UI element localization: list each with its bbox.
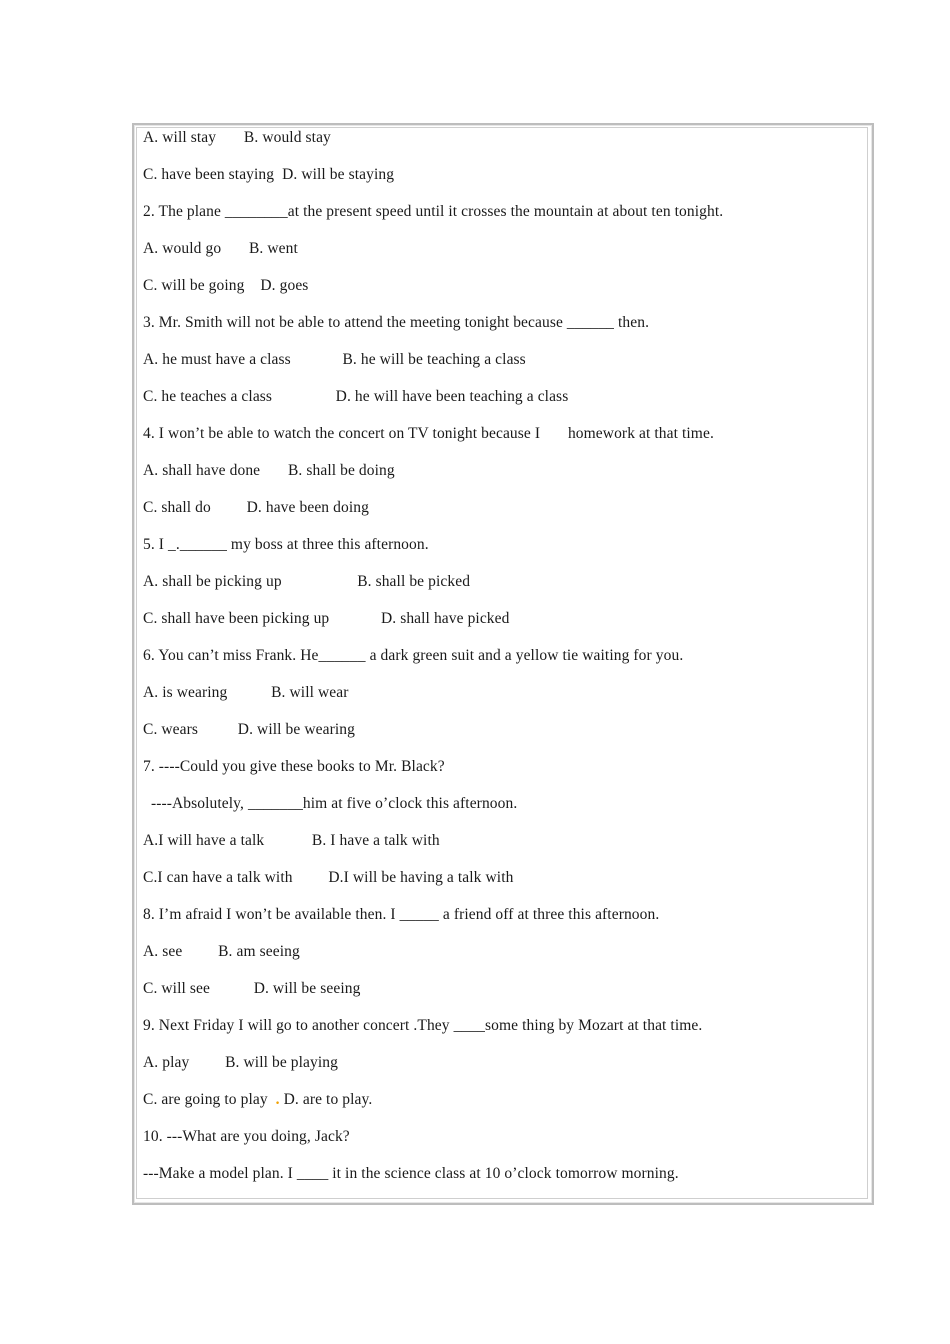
line-21: C.I can have a talk with D.I will be having a talk with: [143, 869, 514, 886]
line-27: [143, 1088, 863, 1125]
line-24: C. will see D. will be seeing: [143, 980, 361, 997]
question-6: 6. You can’t miss Frank. He______ a dark green suit and a yellow tie waiting for you.: [143, 647, 684, 664]
line-26: A. play B. will be playing: [143, 1054, 338, 1071]
question-9: 9. Next Friday I will go to another concert .They ____some thing by Mozart at that time.: [143, 1017, 703, 1034]
line-2: C. have been staying D. will be staying: [143, 166, 395, 183]
line-27-part-a: C. are going to play: [143, 1091, 276, 1108]
line-20: A.I will have a talk B. I have a talk with: [143, 832, 440, 849]
question-5: 5. I _.______ my boss at three this afternoon.: [143, 536, 429, 553]
line-1: A. will stay B. would stay: [143, 129, 331, 146]
line-19: ----Absolutely, _______him at five o’clock this afternoon.: [143, 795, 518, 812]
question-2: 2. The plane ________at the present speed until it crosses the mountain at about ten tonight.: [143, 203, 724, 220]
line-5: C. will be going D. goes: [143, 277, 309, 294]
line-10: A. shall have done B. shall be doing: [143, 462, 395, 479]
line-7: A. he must have a class B. he will be teaching a class: [143, 351, 526, 368]
orange-dot-mark: .: [275, 1091, 280, 1108]
line-27-part-b: D. are to play.: [279, 1091, 373, 1108]
line-23: A. see B. am seeing: [143, 943, 300, 960]
question-10: 10. ---What are you doing, Jack?: [143, 1128, 350, 1145]
line-16: A. is wearing B. will wear: [143, 684, 349, 701]
question-8: 8. I’m afraid I won’t be available then. I _____ a friend off at three this afternoon.: [143, 906, 660, 923]
line-11: C. shall do D. have been doing: [143, 499, 369, 516]
line-4: A. would go B. went: [143, 240, 298, 257]
line-17: C. wears D. will be wearing: [143, 721, 355, 738]
question-7: 7. ----Could you give these books to Mr. Black?: [143, 758, 445, 775]
question-4: 4. I won’t be able to watch the concert on TV tonight because I homework at that time.: [143, 425, 714, 442]
line-29: ---Make a model plan. I ____ it in the science class at 10 o’clock tomorrow morning.: [143, 1165, 679, 1182]
line-14: C. shall have been picking up D. shall have picked: [143, 610, 510, 627]
exercise-text: [143, 126, 863, 1199]
question-3: 3. Mr. Smith will not be able to attend the meeting tonight because ______ then.: [143, 314, 650, 331]
line-8: C. he teaches a class D. he will have been teaching a class: [143, 388, 569, 405]
line-13: A. shall be picking up B. shall be picked: [143, 573, 471, 590]
